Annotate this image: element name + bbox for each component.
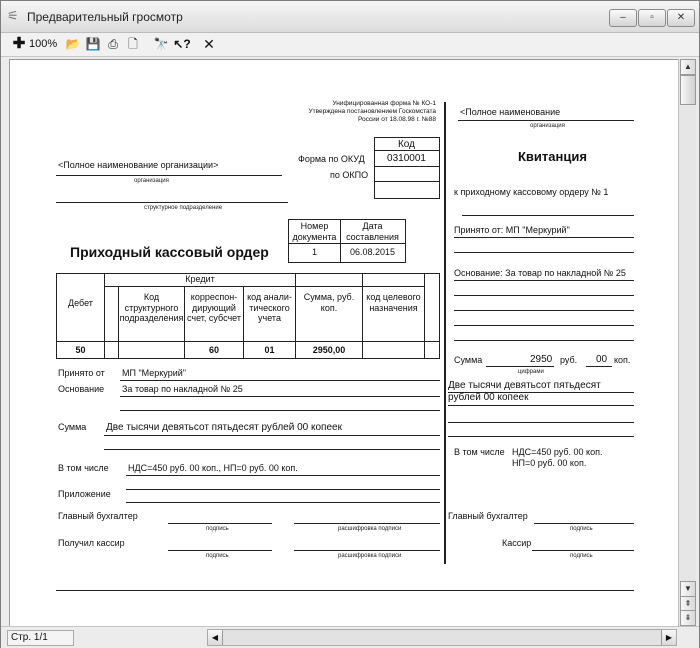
- okud-value: 0310001: [387, 153, 426, 164]
- prilozh-label: Приложение: [58, 489, 111, 499]
- save-icon[interactable]: 💾: [85, 37, 101, 51]
- vtom-line-2: [126, 489, 440, 490]
- korr-header: корреспон-дирующий счет, субсчет: [187, 292, 241, 323]
- receipt-summa-label: Сумма: [454, 355, 483, 365]
- kod-cel-header: код целевого назначения: [366, 292, 421, 313]
- minimize-button[interactable]: –: [609, 9, 637, 27]
- bottom-line: [56, 590, 634, 591]
- receipt-kassir-line: [532, 550, 634, 551]
- preview-viewport[interactable]: [9, 59, 679, 627]
- receipt-line-a: [462, 215, 634, 216]
- receipt-line-e: [454, 295, 634, 296]
- glav-podpis-caption: подпись: [206, 526, 229, 532]
- open-folder-icon[interactable]: 📂: [65, 37, 81, 51]
- osnovanie-label: Основание: [58, 384, 105, 394]
- vtom-label: В том числе: [58, 463, 109, 473]
- restore-button[interactable]: ▫: [638, 9, 666, 27]
- page-up-icon[interactable]: ⇞: [680, 596, 696, 612]
- receipt-vtom-label: В том числе: [454, 447, 505, 457]
- receipt-title: Квитанция: [518, 149, 587, 164]
- summa-line-2: [104, 449, 440, 450]
- help-icon[interactable]: ↖?: [173, 37, 191, 51]
- cut-line: [444, 102, 446, 564]
- receipt-summa-rub: 2950: [530, 354, 553, 365]
- zoom-in-icon[interactable]: ✚: [12, 35, 26, 52]
- kod-anal-header: код анали-тического учета: [247, 292, 292, 323]
- form-header-line-2: Утверждена постановлением Госкомстата: [308, 108, 436, 115]
- summa-value: 2950,00: [312, 345, 346, 355]
- receipt-nds: НДС=450 руб. 00 коп.: [512, 447, 603, 457]
- debet-header: Дебет: [68, 298, 93, 308]
- kod-label: Код: [397, 139, 415, 150]
- org-caption: организация: [134, 178, 169, 184]
- kredit-header: Кредит: [185, 274, 215, 284]
- prinyato-line: [120, 380, 440, 381]
- receipt-kassir-label: Кассир: [502, 538, 532, 548]
- prilozh-line: [126, 502, 440, 503]
- page-indicator: Стр. 1/1: [7, 630, 74, 646]
- scroll-down-icon[interactable]: ▼: [680, 581, 696, 597]
- vtom-value: НДС=450 руб. 00 коп., НП=0 руб. 00 коп.: [128, 463, 298, 473]
- page-down-icon[interactable]: ⇟: [680, 610, 696, 626]
- receipt-line-g: [454, 325, 634, 326]
- receipt-osnovanie: Основание: За товар по накладной № 25: [454, 268, 626, 278]
- receipt-line-c: [454, 252, 634, 253]
- scroll-up-icon[interactable]: ▲: [680, 59, 696, 75]
- osnovanie-line-1: [120, 396, 440, 397]
- division-caption: структурное подразделение: [144, 205, 223, 211]
- form-header-line-3: России от 18.08.98 г. №88: [358, 116, 436, 123]
- form-header-line-1: Унифицированная форма № КО-1: [332, 100, 436, 107]
- vtom-line-1: [126, 475, 440, 476]
- scroll-thumb[interactable]: [680, 75, 696, 105]
- kassir-podpis-caption: подпись: [206, 553, 229, 559]
- kassir-rasshifr-line: [294, 550, 440, 551]
- receipt-glav-podpis: подпись: [570, 526, 593, 532]
- toolbar: [1, 33, 699, 57]
- doc-number: 1: [311, 247, 317, 257]
- doc-number-label: Номер документа: [292, 221, 337, 242]
- receipt-words-line-4: [448, 436, 634, 437]
- osnovanie-value: За товар по накладной № 25: [122, 384, 243, 394]
- okpo-label: по ОКПО: [330, 170, 369, 180]
- glav-rasshifr-line: [294, 523, 440, 524]
- doc-box-hline: [288, 243, 405, 244]
- receipt-summa-words-1: Две тысячи девятьсот пятьдесят: [448, 380, 601, 391]
- receipt-rub: руб.: [560, 355, 578, 365]
- summa-line-1: [104, 435, 440, 436]
- tcol-7: [424, 273, 425, 358]
- receipt-cifry-caption: цифрами: [518, 369, 544, 375]
- receipt-line-d: [454, 280, 634, 281]
- summa-words: Две тысячи девятьсот пятьдесят рублей 00 копеек: [106, 422, 342, 433]
- prinyato-label: Принято от: [58, 368, 105, 378]
- close-preview-icon[interactable]: ✕: [203, 36, 215, 52]
- korr-value: 60: [208, 345, 219, 355]
- okpo-divider: [374, 181, 439, 182]
- receipt-k-prih: к приходному кассовому ордеру № 1: [454, 187, 609, 197]
- receipt-line-b: [454, 237, 634, 238]
- receipt-words-line-3: [448, 422, 634, 423]
- summa-label: Сумма: [58, 422, 87, 432]
- org-name: <Полное наименование организации>: [58, 160, 219, 170]
- receipt-org-caption: организация: [530, 123, 565, 129]
- page-setup-icon[interactable]: 🗋: [128, 37, 138, 51]
- tcol-6: [362, 273, 363, 358]
- vertical-scrollbar[interactable]: [678, 59, 696, 625]
- document-page: [10, 60, 678, 626]
- window-title: Предварительный гросмотр: [27, 10, 183, 24]
- glav-sign-line: [168, 523, 272, 524]
- close-window-button[interactable]: ✕: [667, 9, 695, 27]
- kassir-sign-line: [168, 550, 272, 551]
- okud-divider: [374, 166, 439, 167]
- prinyato-value: МП "Меркурий": [122, 368, 186, 378]
- receipt-np: НП=0 руб. 00 коп.: [512, 458, 587, 468]
- kassir-rasshifr-caption: расшифровка подписи: [338, 553, 402, 559]
- anal-value: 01: [264, 345, 275, 355]
- title-bar: [1, 1, 699, 33]
- kredit-hline: [104, 286, 424, 287]
- receipt-org-name: <Полное наименование: [460, 107, 561, 117]
- receipt-kassir-podpis: подпись: [570, 553, 593, 559]
- receipt-prinyato: Принято от: МП "Меркурий": [454, 225, 570, 235]
- receipt-line-h: [454, 340, 634, 341]
- receipt-words-line-2: [448, 405, 634, 406]
- kod-struct-header: Код структурного подразделения: [119, 292, 184, 323]
- debet-value: 50: [75, 345, 86, 355]
- horizontal-scrollbar[interactable]: [207, 629, 677, 646]
- scroll-right-icon[interactable]: ▶: [661, 630, 676, 645]
- osnovanie-line-2: [120, 410, 440, 411]
- okud-label: Форма по ОКУД: [298, 154, 365, 164]
- receipt-glav-label: Главный бухгалтер: [448, 511, 528, 521]
- doc-date-label: Дата составления: [346, 221, 399, 242]
- doc-date: 06.08.2015: [349, 247, 396, 257]
- glav-label: Главный бухгалтер: [58, 511, 138, 521]
- receipt-org-line: [458, 120, 634, 121]
- print-icon[interactable]: ⎙: [108, 37, 118, 51]
- receipt-rub-line: [486, 366, 554, 367]
- status-bar: [1, 626, 699, 648]
- zoom-level[interactable]: 100%: [29, 38, 58, 50]
- table-data-hline: [56, 341, 439, 342]
- receipt-glav-line: [534, 523, 634, 524]
- kassir-label: Получил кассир: [58, 538, 125, 548]
- summa-header: Сумма, руб. коп.: [303, 292, 355, 313]
- app-icon: ⚟: [7, 8, 19, 23]
- scroll-left-icon[interactable]: ◀: [208, 630, 223, 645]
- order-title: Приходный кассовый ордер: [70, 244, 269, 260]
- glav-rasshifr-caption: расшифровка подписи: [338, 526, 402, 532]
- division-line: [56, 202, 288, 203]
- receipt-line-f: [454, 310, 634, 311]
- org-line: [56, 175, 282, 176]
- receipt-kop-line: [586, 366, 612, 367]
- find-icon[interactable]: 🔭: [153, 37, 169, 51]
- receipt-kop-val: 00: [596, 354, 608, 365]
- receipt-kop: коп.: [614, 355, 631, 365]
- receipt-summa-words-2: рублей 00 копеек: [448, 392, 529, 403]
